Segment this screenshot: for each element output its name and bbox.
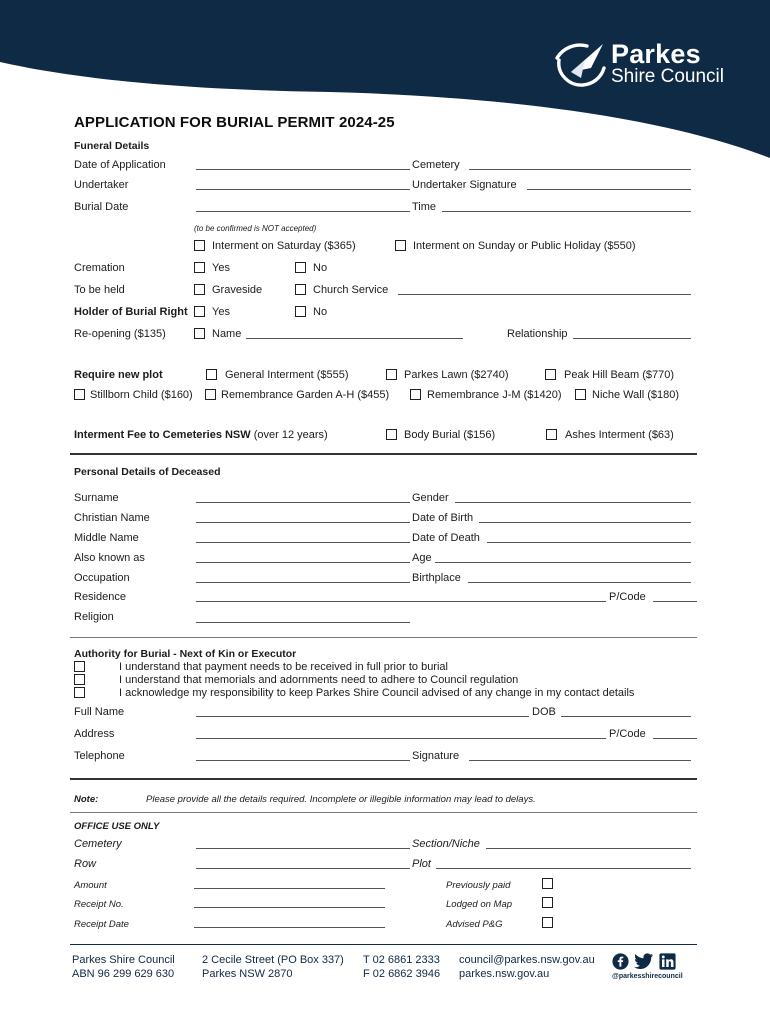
ack-contact-label: I acknowledge my responsibility to keep Parkes Shire Council advised of any change in my contact details — [119, 687, 635, 699]
dob-field[interactable] — [561, 716, 691, 717]
ack-contact-checkbox[interactable] — [74, 687, 85, 698]
cemetery-label: Cemetery — [412, 159, 460, 171]
occupation-label: Occupation — [74, 572, 130, 584]
funeral-details-heading: Funeral Details — [74, 140, 150, 152]
burial-date-field[interactable] — [196, 211, 410, 212]
peak-hill-beam-checkbox[interactable] — [545, 369, 556, 380]
facebook-icon[interactable] — [612, 953, 629, 970]
parkes-lawn-checkbox[interactable] — [386, 369, 397, 380]
to-be-held-label: To be held — [74, 284, 125, 296]
relationship-label: Relationship — [507, 328, 568, 340]
also-known-as-field[interactable] — [196, 562, 410, 563]
footer-street: 2 Cecile Street (PO Box 337) — [202, 954, 344, 966]
office-row-field[interactable] — [196, 868, 410, 869]
middle-name-label: Middle Name — [74, 532, 139, 544]
also-known-as-label: Also known as — [74, 552, 145, 564]
christian-name-field[interactable] — [196, 522, 410, 523]
section-niche-label: Section/Niche — [412, 838, 480, 850]
interment-saturday-label: Interment on Saturday ($365) — [212, 240, 356, 252]
niche-wall-checkbox[interactable] — [575, 389, 586, 400]
footer-divider — [70, 944, 697, 945]
religion-label: Religion — [74, 611, 114, 623]
receipt-no-field[interactable] — [194, 907, 385, 908]
telephone-label: Telephone — [74, 750, 125, 762]
logo-name-line1: Parkes — [611, 39, 701, 69]
footer-email-link[interactable]: council@parkes.nsw.gov.au — [459, 954, 595, 966]
church-service-checkbox[interactable] — [295, 284, 306, 295]
interment-sunday-checkbox[interactable] — [395, 240, 406, 251]
telephone-field[interactable] — [196, 760, 410, 761]
footer-suburb: Parkes NSW 2870 — [202, 968, 293, 980]
peak-hill-beam-label: Peak Hill Beam ($770) — [564, 369, 675, 381]
interment-sunday-label: Interment on Sunday or Public Holiday ($550) — [413, 240, 636, 252]
receipt-date-label: Receipt Date — [74, 919, 129, 930]
gender-label: Gender — [412, 492, 449, 504]
undertaker-field[interactable] — [196, 189, 410, 190]
date-of-birth-field[interactable] — [479, 522, 691, 523]
office-cemetery-label: Cemetery — [74, 838, 122, 850]
footer-phone: T 02 6861 2333 — [363, 954, 440, 966]
full-name-field[interactable] — [196, 716, 529, 717]
note-label: Note: — [74, 794, 99, 805]
holder-no-checkbox[interactable] — [295, 306, 306, 317]
niche-wall-label: Niche Wall ($180) — [592, 389, 680, 401]
footer-org-name: Parkes Shire Council — [72, 954, 175, 966]
holder-yes-label: Yes — [212, 306, 230, 318]
gender-field[interactable] — [455, 502, 691, 503]
address-field[interactable] — [196, 738, 606, 739]
holder-no-label: No — [313, 306, 328, 318]
advised-pg-label: Advised P&G — [446, 919, 503, 930]
logo-name-line2: Shire Council — [611, 66, 724, 87]
residence-pcode-label: P/Code — [609, 591, 646, 603]
church-service-label: Church Service — [313, 284, 389, 296]
office-row-label: Row — [74, 858, 97, 870]
section-divider — [70, 637, 697, 638]
cremation-no-label: No — [313, 262, 328, 274]
residence-field[interactable] — [196, 601, 606, 602]
christian-name-label: Christian Name — [74, 512, 150, 524]
footer-website-link[interactable]: parkes.nsw.gov.au — [459, 968, 550, 980]
remembrance-garden-checkbox[interactable] — [205, 389, 216, 400]
undertaker-signature-field[interactable] — [527, 189, 691, 190]
stillborn-child-checkbox[interactable] — [74, 389, 85, 400]
body-burial-label: Body Burial ($156) — [404, 429, 496, 441]
cremation-yes-label: Yes — [212, 262, 230, 274]
office-plot-label: Plot — [412, 858, 431, 870]
reopening-label: Re-opening ($135) — [74, 328, 166, 340]
church-service-field[interactable] — [398, 294, 691, 295]
cemetery-field[interactable] — [469, 169, 691, 170]
reopening-name-field[interactable] — [246, 338, 463, 339]
date-of-death-field[interactable] — [487, 542, 691, 543]
occupation-field[interactable] — [196, 582, 410, 583]
graveside-label: Graveside — [212, 284, 263, 296]
relationship-field[interactable] — [573, 338, 691, 339]
section-divider — [70, 453, 697, 455]
section-divider — [70, 812, 697, 813]
amount-label: Amount — [74, 880, 107, 891]
surname-label: Surname — [74, 492, 119, 504]
ack-memorials-label: I understand that memorials and adornments need to adhere to Council regulation — [119, 674, 519, 686]
section-niche-field[interactable] — [486, 848, 691, 849]
date-of-application-label: Date of Application — [74, 159, 166, 171]
previously-paid-checkbox[interactable] — [542, 878, 553, 889]
address-label: Address — [74, 728, 115, 740]
ack-payment-checkbox[interactable] — [74, 661, 85, 672]
lodged-on-map-label: Lodged on Map — [446, 899, 513, 910]
amount-field[interactable] — [194, 888, 385, 889]
date-of-death-label: Date of Death — [412, 532, 480, 544]
interment-fee-suffix: (over 12 years) — [253, 429, 328, 441]
time-label: Time — [412, 201, 437, 213]
ack-payment-label: I understand that payment needs to be received in full prior to burial — [119, 661, 448, 673]
linkedin-icon[interactable] — [659, 953, 676, 970]
middle-name-field[interactable] — [196, 542, 410, 543]
office-use-heading: OFFICE USE ONLY — [74, 821, 160, 832]
holder-yes-checkbox[interactable] — [194, 306, 205, 317]
ashes-interment-checkbox[interactable] — [546, 429, 557, 440]
undertaker-label: Undertaker — [74, 179, 129, 191]
ashes-interment-label: Ashes Interment ($63) — [565, 429, 674, 441]
address-pcode-field[interactable] — [653, 738, 697, 739]
advised-pg-checkbox[interactable] — [542, 917, 553, 928]
reopening-name-label: Name — [212, 328, 242, 340]
general-interment-label: General Interment ($555) — [225, 369, 349, 381]
logo-mark-icon — [553, 38, 609, 90]
require-new-plot-heading: Require new plot — [74, 369, 163, 381]
residence-label: Residence — [74, 591, 126, 603]
social-handle: @parkesshirecouncil — [612, 973, 683, 980]
interment-saturday-checkbox[interactable] — [194, 240, 205, 251]
interment-fee-heading — [74, 429, 328, 442]
signature-label: Signature — [412, 750, 460, 762]
authority-heading: Authority for Burial - Next of Kin or Executor — [74, 648, 297, 660]
council-logo — [553, 38, 743, 90]
general-interment-checkbox[interactable] — [206, 369, 217, 380]
age-field[interactable] — [435, 562, 691, 563]
twitter-icon[interactable] — [634, 953, 654, 970]
parkes-lawn-label: Parkes Lawn ($2740) — [404, 369, 509, 381]
previously-paid-label: Previously paid — [446, 880, 511, 891]
footer-abn: ABN 96 299 629 630 — [72, 968, 175, 980]
receipt-date-field[interactable] — [194, 927, 385, 928]
full-name-label: Full Name — [74, 706, 125, 718]
note-text: Please provide all the details required. Incomplete or illegible information may lead to delays. — [146, 794, 536, 805]
reopening-checkbox[interactable] — [194, 328, 205, 339]
body-burial-checkbox[interactable] — [386, 429, 397, 440]
burial-date-label: Burial Date — [74, 201, 129, 213]
birthplace-label: Birthplace — [412, 572, 461, 584]
receipt-no-label: Receipt No. — [74, 899, 124, 910]
section-divider — [70, 778, 697, 780]
office-plot-field[interactable] — [436, 868, 691, 869]
cremation-yes-checkbox[interactable] — [194, 262, 205, 273]
residence-pcode-field[interactable] — [653, 601, 697, 602]
lodged-on-map-checkbox[interactable] — [542, 897, 553, 908]
time-field[interactable] — [442, 211, 691, 212]
address-pcode-label: P/Code — [609, 728, 646, 740]
signature-field[interactable] — [469, 760, 691, 761]
remembrance-jm-label: Remembrance J-M ($1420) — [427, 389, 562, 401]
footer-fax: F 02 6862 3946 — [363, 968, 441, 980]
remembrance-garden-label: Remembrance Garden A-H ($455) — [221, 389, 390, 401]
office-cemetery-field[interactable] — [196, 848, 410, 849]
cremation-no-checkbox[interactable] — [295, 262, 306, 273]
date-of-application-field[interactable] — [196, 169, 410, 170]
time-note: (to be confirmed is NOT accepted) — [194, 224, 317, 233]
cremation-label: Cremation — [74, 262, 125, 274]
interment-fee-title: Interment Fee to Cemeteries NSW — [74, 429, 251, 441]
undertaker-signature-label: Undertaker Signature — [412, 179, 517, 191]
dob-label: DOB — [532, 706, 556, 718]
page-title: APPLICATION FOR BURIAL PERMIT 2024-25 — [74, 114, 395, 131]
ack-memorials-checkbox[interactable] — [74, 674, 85, 685]
stillborn-child-label: Stillborn Child ($160) — [90, 389, 193, 401]
holder-burial-right-label: Holder of Burial Right — [74, 306, 188, 318]
surname-field[interactable] — [196, 502, 410, 503]
graveside-checkbox[interactable] — [194, 284, 205, 295]
deceased-heading: Personal Details of Deceased — [74, 466, 221, 478]
remembrance-jm-checkbox[interactable] — [410, 389, 421, 400]
religion-field[interactable] — [196, 622, 410, 623]
age-label: Age — [412, 552, 432, 564]
birthplace-field[interactable] — [468, 582, 691, 583]
date-of-birth-label: Date of Birth — [412, 512, 474, 524]
